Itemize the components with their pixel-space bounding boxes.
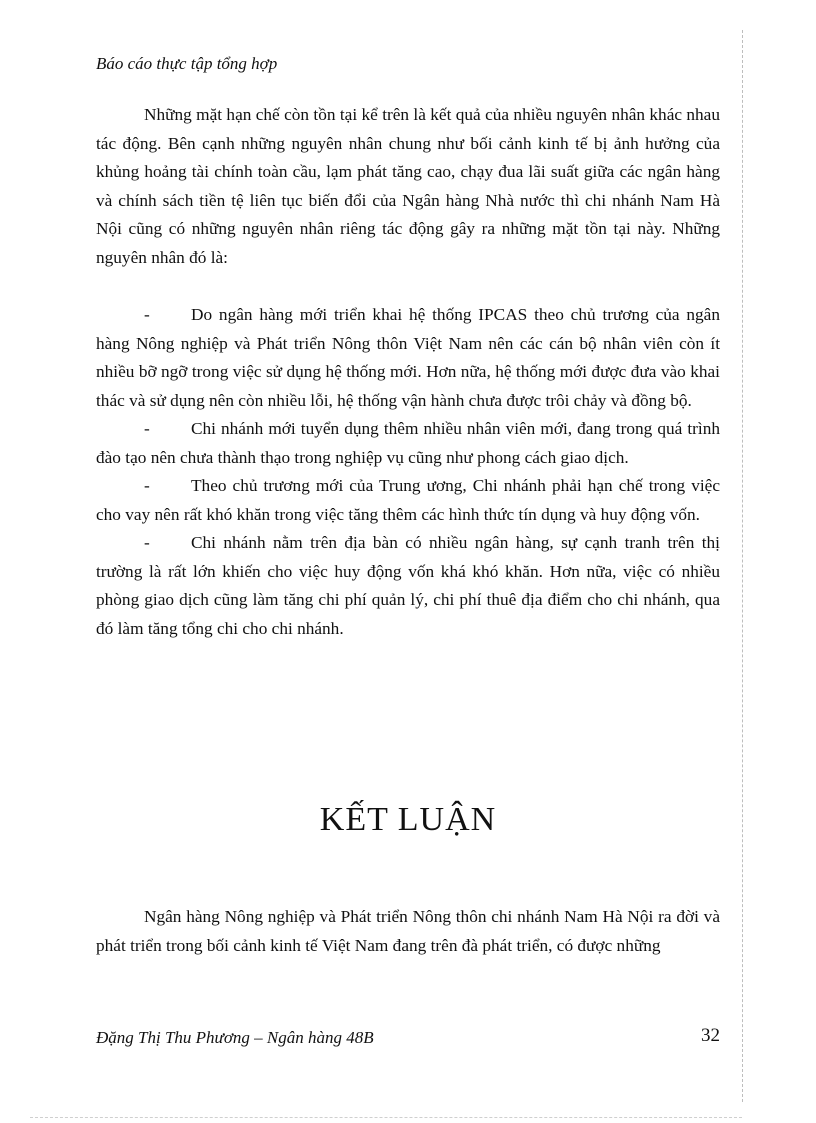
reason-item [96,415,720,472]
running-header: Báo cáo thực tập tổng hợp [96,54,278,73]
page-border-bottom [30,1117,742,1118]
reason-text: Theo chủ trương mới của Trung ương, Chi nhánh phải hạn chế trong việc cho vay nên rất khó khăn trong việc tăng thêm các hình thức tín dụng và huy động vốn. [96,476,720,524]
reason-item [96,472,720,529]
reason-item [96,529,720,643]
reason-text: Chi nhánh nằm trên địa bàn có nhiều ngân hàng, sự cạnh tranh trên thị trường là rất lớn khiến cho việc huy động vốn khá khó khăn. Hơn nữa, việc có nhiều phòng giao dịch cũng làm tăng chi phí quản lý, chi phí thuê địa điểm cho chi nhánh, qua đó làm tăng tổng chi cho chi nhánh. [96,533,720,638]
conclusion-heading: KẾT LUẬN [319,801,497,838]
page-border-right [742,30,743,1102]
bullet-dash: - [144,476,150,495]
conclusion-paragraph: Ngân hàng Nông nghiệp và Phát triển Nông thôn chi nhánh Nam Hà Nội ra đời và phát triển trong bối cảnh kinh tế Việt Nam đang trên đà phát triển, có được những [96,907,720,955]
conclusion-section [96,903,720,960]
reason-text: Chi nhánh mới tuyển dụng thêm nhiều nhân viên mới, đang trong quá trình đào tạo nên chưa thành thạo trong nghiệp vụ cũng như phong cách giao dịch. [96,419,720,467]
reason-text: Do ngân hàng mới triển khai hệ thống IPCAS theo chủ trương của ngân hàng Nông nghiệp và Phát triển Nông thôn Việt Nam nên các cán bộ nhân viên còn ít nhiều bỡ ngỡ trong việc sử dụng hệ thống mới. Hơn nữa, hệ thống mới được đưa vào khai thác và sử dụng nên còn nhiều lỗi, hệ thống vận hành chưa được trôi chảy và đồng bộ. [96,305,720,410]
intro-paragraph: Những mặt hạn chế còn tồn tại kể trên là kết quả của nhiều nguyên nhân khác nhau tác động. Bên cạnh những nguyên nhân chung như bối cảnh kinh tế bị ảnh hưởng của khủng hoảng tài chính toàn cầu, lạm phát tăng cao, chạy đua lãi suất giữa các ngân hàng và chính sách tiền tệ liên tục biến đổi của Ngân hàng Nhà nước thì chi nhánh Nam Hà Nội cũng có những nguyên nhân riêng tác động gây ra những mặt tồn tại này. Những nguyên nhân đó là: [96,105,720,267]
bullet-dash: - [144,305,150,324]
bullet-dash: - [144,533,150,552]
bullet-dash: - [144,419,150,438]
page-number: 32 [701,1025,720,1046]
reasons-list [96,301,720,643]
reason-item [96,301,720,415]
intro-section [96,101,720,272]
footer-author: Đặng Thị Thu Phương – Ngân hàng 48B [96,1028,374,1047]
